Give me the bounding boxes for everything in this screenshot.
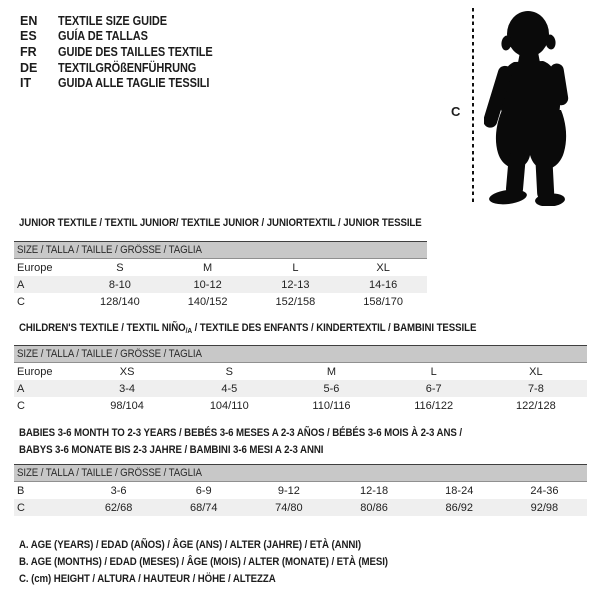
table-row — [14, 276, 427, 293]
babies-table-title: BABIES 3-6 MONTH TO 2-3 YEARS / BEBÉS 3-6 MESES A 2-3 AÑOS / BÉBÉS 3-6 MOIS À 2-3 ANS / BABYS 3-6 MONATE BIS 2-3 JAHRE / BAMBINI 3-6 MESI A 2-3 ANNI — [19, 427, 462, 456]
row-label: C — [17, 501, 25, 514]
note-height-cm: C. (cm) HEIGHT / ALTURA / HAUTEUR / HÖHE / ALTEZZA — [19, 573, 276, 585]
table-cell: XL — [529, 365, 543, 378]
table-cell: XS — [119, 365, 135, 378]
table-cell: M — [203, 261, 213, 274]
table-cell: 128/140 — [99, 295, 140, 308]
table-cell: 3-4 — [119, 382, 136, 395]
table-cell: 74/80 — [275, 501, 303, 514]
table-row — [14, 363, 587, 380]
table-cell: L — [292, 261, 299, 274]
children-size-table — [14, 345, 587, 414]
table-cell: 92/98 — [530, 501, 559, 514]
language-code: DE — [20, 60, 38, 75]
table-cell: 158/170 — [363, 295, 403, 308]
language-title: GUIDE DES TAILLES TEXTILE — [58, 44, 213, 59]
table-cell: 6-9 — [195, 484, 212, 497]
children-table-title: CHILDREN'S TEXTILE / TEXTIL NIÑO/A / TEXTILE DES ENFANTS / KINDERTEXTIL / BAMBINI TESSILE — [19, 322, 477, 335]
table-cell: XL — [376, 261, 390, 274]
table-cell: 24-36 — [530, 484, 559, 497]
row-label: C — [17, 399, 25, 412]
table-row — [14, 499, 587, 516]
language-title: TEXTILE SIZE GUIDE — [58, 13, 168, 28]
table-cell: 14-16 — [369, 278, 398, 291]
junior-table-title: JUNIOR TEXTILE / TEXTIL JUNIOR/ TEXTILE JUNIOR / JUNIORTEXTIL / JUNIOR TESSILE — [19, 217, 422, 229]
table-cell: 18-24 — [445, 484, 474, 497]
language-title-list — [20, 13, 234, 91]
table-cell: 5-6 — [323, 382, 340, 395]
legend-notes — [19, 537, 438, 588]
table-cell: S — [225, 365, 233, 378]
table-cell: M — [326, 365, 337, 378]
table-row — [14, 482, 587, 499]
language-row-en — [20, 13, 234, 29]
table-cell: 62/68 — [104, 501, 133, 514]
language-row-it — [20, 75, 234, 91]
language-row-de — [20, 60, 234, 76]
table-cell: 68/74 — [189, 501, 218, 514]
row-label: C — [17, 295, 25, 308]
language-row-es — [20, 29, 234, 45]
height-measure-dashed-line — [472, 8, 474, 205]
table-cell: 12-13 — [281, 278, 310, 291]
table-cell: 86/92 — [445, 501, 473, 514]
language-code: IT — [20, 76, 32, 91]
row-label: A — [17, 278, 25, 291]
table-cell: 116/122 — [414, 399, 454, 412]
size-table-header-bar: SIZE / TALLA / TAILLE / GRÖSSE / TAGLIA — [14, 464, 587, 482]
table-cell: 4-5 — [221, 382, 238, 395]
language-code: EN — [20, 13, 38, 28]
table-cell: 98/104 — [110, 399, 144, 412]
language-title: TEXTILGRÖßENFÜHRUNG — [58, 60, 197, 75]
row-label: Europe — [17, 365, 53, 378]
size-table-header-bar: SIZE / TALLA / TAILLE / GRÖSSE / TAGLIA — [14, 345, 587, 363]
language-title: GUÍA DE TALLAS — [58, 29, 148, 44]
table-cell: 110/116 — [312, 399, 351, 412]
row-label: Europe — [17, 261, 53, 274]
table-row — [14, 259, 427, 276]
table-cell: 3-6 — [110, 484, 127, 497]
table-cell: 122/128 — [516, 399, 556, 412]
language-code: ES — [20, 29, 37, 44]
table-cell: 6-7 — [425, 382, 442, 395]
babies-size-table — [14, 464, 587, 516]
table-cell: 7-8 — [527, 382, 544, 395]
row-label: B — [17, 484, 25, 497]
table-cell: 10-12 — [193, 278, 222, 291]
toddler-silhouette-image — [484, 6, 596, 206]
size-table-header-bar: SIZE / TALLA / TAILLE / GRÖSSE / TAGLIA — [14, 241, 427, 259]
table-cell: S — [116, 261, 124, 274]
language-code: FR — [20, 44, 37, 59]
row-label: A — [17, 382, 25, 395]
table-cell: 12-18 — [360, 484, 389, 497]
table-cell: 80/86 — [360, 501, 388, 514]
table-cell: 104/110 — [209, 399, 249, 412]
table-cell: 8-10 — [108, 278, 131, 291]
table-row — [14, 380, 587, 397]
language-row-fr — [20, 44, 234, 60]
height-measure-label: C — [451, 104, 461, 119]
junior-size-table — [14, 241, 427, 310]
title-subscript: /A — [185, 326, 193, 335]
note-age-months: B. AGE (MONTHS) / EDAD (MESES) / ÂGE (MOIS) / ALTER (MONATE) / ETÀ (MESI) — [19, 556, 388, 568]
language-title: GUIDA ALLE TAGLIE TESSILI — [58, 76, 210, 91]
table-row — [14, 293, 427, 310]
table-cell: L — [430, 365, 437, 378]
table-cell: 152/158 — [275, 295, 316, 308]
table-cell: 9-12 — [277, 484, 300, 497]
note-age-years: A. AGE (YEARS) / EDAD (AÑOS) / ÂGE (ANS) / ALTER (JAHRE) / ETÀ (ANNI) — [19, 539, 362, 551]
table-cell: 140/152 — [187, 295, 228, 308]
table-row — [14, 397, 587, 414]
